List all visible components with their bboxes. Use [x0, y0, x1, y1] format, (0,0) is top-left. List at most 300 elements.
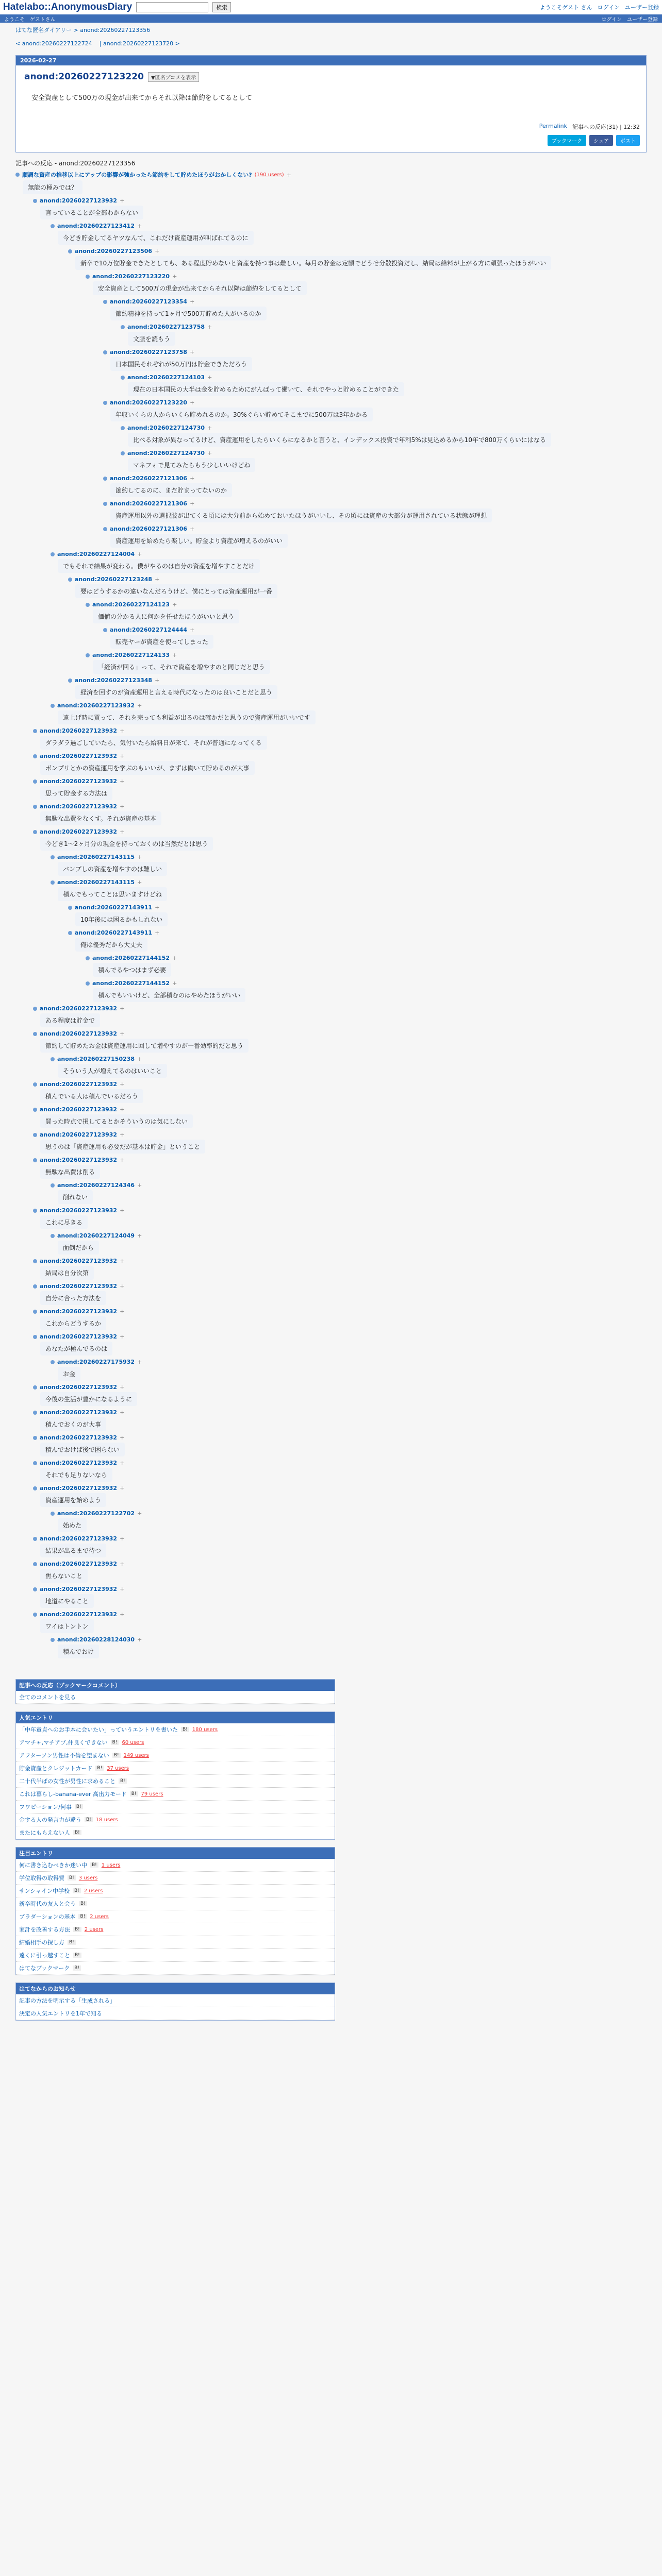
bookmark-icon[interactable]: B!: [73, 1965, 81, 1971]
reaction-body: 積んでおくのが大事: [40, 1417, 106, 1431]
sub-guest: ゲストさん: [30, 16, 56, 23]
reaction-body: 節約してるのに、まだ貯まってないのか: [110, 483, 232, 497]
add-star-icon[interactable]: +: [120, 1611, 125, 1618]
bullet-icon: [103, 401, 107, 405]
reaction-link[interactable]: anond:20260227123932: [40, 828, 118, 835]
box-item-link[interactable]: 家計を改善する方法: [19, 1926, 70, 1933]
reaction-link[interactable]: anond:20260227124730: [127, 425, 205, 431]
reaction-link[interactable]: anond:20260227124123: [92, 601, 170, 608]
users-count[interactable]: 2 users: [90, 1913, 109, 1920]
reaction-children: [33, 197, 647, 1658]
add-star-icon[interactable]: +: [190, 500, 195, 507]
add-star-icon[interactable]: +: [172, 980, 177, 987]
reaction-node: [103, 349, 647, 396]
reaction-link[interactable]: anond:20260227123932: [40, 727, 118, 734]
add-star-icon[interactable]: +: [137, 1636, 142, 1643]
box-list: [16, 1691, 335, 1704]
reaction-link[interactable]: anond:20260227124730: [127, 450, 205, 456]
reaction-header: [51, 223, 647, 229]
reaction-header: [33, 1434, 647, 1441]
bookmark-icon[interactable]: B!: [73, 1927, 81, 1932]
anon-bookmark-toggle[interactable]: ▼匿名ブコメを表示: [148, 72, 199, 82]
box-item-link[interactable]: アマチャ,マチアプ,仲良くできない: [19, 1739, 108, 1746]
users-count[interactable]: 37 users: [107, 1765, 129, 1771]
top-links: [539, 3, 659, 11]
add-star-icon[interactable]: +: [172, 601, 177, 608]
add-star-icon[interactable]: +: [137, 1510, 142, 1517]
reaction-link[interactable]: anond:20260227143115: [57, 879, 135, 886]
reaction-header: [33, 1005, 647, 1012]
reaction-link[interactable]: anond:20260227124103: [127, 374, 205, 381]
add-star-icon[interactable]: +: [207, 374, 212, 381]
reaction-node: [86, 652, 647, 674]
add-star-icon[interactable]: +: [120, 1460, 125, 1466]
reaction-header: [51, 702, 647, 709]
bullet-icon: [33, 1385, 37, 1389]
reaction-link[interactable]: anond:20260227123932: [40, 1409, 118, 1416]
reaction-body: 資産運用以外の選択肢が出てくる頃には大分前から始めておいたほうがいいし、その頃には資産の大部分が運用されている状態が理想: [110, 509, 492, 522]
reaction-header: [68, 677, 647, 684]
reaction-body: 今後の生活が豊かになるように: [40, 1392, 137, 1406]
site-logo[interactable]: Hatelabo::AnonymousDiary: [3, 2, 133, 12]
reaction-link[interactable]: anond:20260227122702: [57, 1510, 135, 1517]
reaction-link[interactable]: anond:20260227143911: [75, 929, 153, 936]
users-count[interactable]: 60 users: [122, 1739, 144, 1745]
add-star-icon[interactable]: +: [120, 1106, 125, 1113]
reaction-node: [51, 1056, 647, 1078]
bullet-icon: [33, 1007, 37, 1011]
bullet-icon: [121, 325, 125, 329]
reaction-link[interactable]: anond:20260227123932: [40, 1460, 118, 1466]
add-star-icon[interactable]: +: [120, 727, 125, 734]
reaction-link[interactable]: anond:20260227143911: [75, 904, 153, 911]
reaction-node: [33, 778, 647, 800]
reaction-node: [33, 1106, 647, 1128]
reaction-link[interactable]: anond:20260227124346: [57, 1182, 135, 1189]
reaction-body: 積んでもいいけど、全部積むのはやめたほうがいい: [93, 988, 245, 1002]
box-item-link[interactable]: 決定の人気エントリを1年で知る: [19, 2010, 102, 2017]
add-star-icon[interactable]: +: [190, 399, 195, 406]
add-star-icon[interactable]: +: [120, 1586, 125, 1592]
breadcrumb: [0, 23, 662, 37]
add-star-icon[interactable]: +: [172, 955, 177, 961]
add-star-icon[interactable]: +: [172, 273, 177, 280]
add-star-icon[interactable]: +: [120, 1384, 125, 1391]
box-item-link[interactable]: サンシャイン中学校: [19, 1888, 70, 1894]
reaction-header: [33, 1308, 647, 1315]
reaction-node: [103, 298, 647, 346]
reaction-link[interactable]: anond:20260227123932: [40, 1384, 118, 1391]
prev-entry-link[interactable]: < anond:20260227122724: [15, 40, 92, 47]
reaction-header: [33, 1131, 647, 1138]
reaction-header: [15, 171, 647, 179]
add-star-icon[interactable]: +: [120, 1485, 125, 1492]
bookmark-icon[interactable]: B!: [130, 1791, 138, 1797]
box-item-link[interactable]: 学位取得の取得費: [19, 1875, 64, 1882]
reaction-link[interactable]: anond:20260227123932: [40, 803, 118, 810]
add-star-icon[interactable]: +: [120, 1308, 125, 1315]
reaction-header: [103, 298, 647, 305]
bookmark-icon[interactable]: B!: [78, 1914, 87, 1919]
entry-date: 2026-02-27: [16, 56, 646, 65]
add-star-icon[interactable]: +: [137, 1359, 142, 1365]
reaction-link[interactable]: anond:20260227123932: [40, 1005, 118, 1012]
reaction-link[interactable]: anond:20260227121306: [110, 500, 188, 507]
reaction-body: 安全資産として500万の現金が出来てからそれ以降は節約をしてるとして: [93, 281, 307, 295]
permalink[interactable]: Permalink: [539, 123, 568, 129]
box-item-link[interactable]: フワピーション/何事: [19, 1804, 72, 1810]
add-star-icon[interactable]: +: [120, 828, 125, 835]
add-star-icon[interactable]: +: [137, 879, 142, 886]
reaction-node: [33, 753, 647, 775]
reaction-header: [33, 1460, 647, 1466]
bookmark-icon[interactable]: B!: [119, 1778, 127, 1784]
reaction-link[interactable]: anond:20260227123758: [110, 349, 188, 355]
reaction-body: 新卒で10万位貯金できたとしても、ある程度貯めないと資産を持つ事は難しい。毎月の貯金は定額でどうせ分散投資だし、結局は給料が上がる方に頑張ったほうがいい: [75, 256, 551, 270]
users-count[interactable]: 79 users: [141, 1791, 163, 1797]
reaction-body: 無能の極みでは？: [23, 180, 82, 194]
reaction-header: [103, 349, 647, 355]
reaction-body: 今どき1〜2ヶ月分の現金を持っておくのは当然だとは思う: [40, 837, 213, 851]
reaction-header: [33, 1586, 647, 1592]
bullet-icon: [86, 603, 90, 607]
reaction-link[interactable]: anond:20260227123932: [40, 1081, 118, 1088]
bookmark-icon[interactable]: B!: [75, 1804, 83, 1809]
users-count[interactable]: 2 users: [84, 1888, 103, 1894]
reaction-link[interactable]: anond:20260227123932: [40, 1283, 118, 1290]
add-star-icon[interactable]: +: [120, 1333, 125, 1340]
bookmark-icon[interactable]: B!: [90, 1862, 98, 1868]
reaction-children: [51, 1232, 647, 1255]
top-link-login[interactable]: ログイン: [597, 4, 620, 11]
reaction-header: [86, 601, 647, 608]
add-star-icon[interactable]: +: [172, 652, 177, 658]
add-star-icon[interactable]: +: [120, 1561, 125, 1567]
reaction-link[interactable]: anond:20260227123932: [40, 753, 118, 759]
bookmark-icon[interactable]: B!: [111, 1740, 119, 1745]
reaction-link[interactable]: anond:20260227124444: [110, 626, 188, 633]
add-star-icon[interactable]: +: [137, 1182, 142, 1189]
add-star-icon[interactable]: +: [155, 904, 160, 911]
sidebar-box: [15, 1847, 335, 1975]
add-star-icon[interactable]: +: [120, 1131, 125, 1138]
reaction-link[interactable]: anond:20260227175932: [57, 1359, 135, 1365]
reaction-link[interactable]: anond:20260227123932: [40, 1258, 118, 1264]
reaction-body: 地道にやること: [40, 1594, 94, 1608]
bookmark-icon[interactable]: B!: [73, 1888, 81, 1893]
box-item: [16, 1762, 335, 1775]
add-star-icon[interactable]: +: [207, 324, 212, 330]
add-star-icon[interactable]: +: [155, 576, 160, 583]
reaction-header: [86, 980, 647, 987]
reaction-children: [86, 601, 647, 674]
reaction-children: [121, 374, 647, 396]
reaction-node: [51, 551, 647, 699]
reaction-body: 資産運用を始めよう: [40, 1493, 106, 1507]
add-star-icon[interactable]: +: [190, 526, 195, 532]
reaction-link[interactable]: anond:20260227123248: [75, 576, 153, 583]
sub-login-link[interactable]: ログイン: [601, 16, 622, 23]
bookmark-count[interactable]: (190 users): [254, 172, 284, 178]
add-star-icon[interactable]: +: [155, 248, 160, 255]
reaction-node: [33, 1258, 647, 1280]
post-button[interactable]: ポスト: [616, 135, 640, 146]
add-star-icon[interactable]: +: [120, 1409, 125, 1416]
box-item-link[interactable]: 記事の方法を明示する「生成される」: [19, 1997, 115, 2004]
bullet-icon: [33, 1284, 37, 1289]
reaction-children: [51, 1359, 647, 1381]
reaction-link[interactable]: 順調な資産の推移以上にアップの影響が強かったら節約をして貯めたほうがおかしくない?: [22, 172, 252, 178]
add-star-icon[interactable]: +: [137, 551, 142, 557]
reaction-link[interactable]: anond:20260227123932: [40, 1106, 118, 1113]
box-item: [16, 1885, 335, 1897]
sub-register-link[interactable]: ユーザー登録: [627, 16, 658, 23]
reaction-header: [103, 500, 647, 507]
add-star-icon[interactable]: +: [190, 349, 195, 355]
reaction-header: [33, 1030, 647, 1037]
add-star-icon[interactable]: +: [120, 1081, 125, 1088]
add-star-icon[interactable]: +: [207, 450, 212, 456]
reaction-link[interactable]: anond:20260227123932: [40, 1030, 118, 1037]
reaction-header: [33, 1207, 647, 1214]
bullet-icon: [103, 527, 107, 531]
bullet-icon: [33, 779, 37, 784]
reaction-link[interactable]: anond:20260227123932: [40, 1333, 118, 1340]
reaction-link[interactable]: anond:20260227123932: [40, 778, 118, 785]
users-count[interactable]: 180 users: [192, 1726, 218, 1733]
bullet-icon: [33, 1133, 37, 1137]
add-star-icon[interactable]: +: [137, 702, 142, 709]
reaction-header: [86, 652, 647, 658]
reaction-body: 転売ヤーが資産を使ってしまった: [110, 635, 213, 649]
reaction-node: [33, 1308, 647, 1330]
share-button[interactable]: シェア: [589, 135, 613, 146]
add-star-icon[interactable]: +: [190, 626, 195, 633]
add-star-icon[interactable]: +: [120, 1535, 125, 1542]
reaction-link[interactable]: anond:20260227123506: [75, 248, 153, 255]
box-item: [16, 1859, 335, 1872]
breadcrumb-link[interactable]: はてな匿名ダイアリー > anond:20260227123356: [15, 27, 151, 33]
reaction-node: [33, 1207, 647, 1255]
users-count[interactable]: 1 users: [101, 1862, 121, 1868]
bookmark-icon[interactable]: B!: [68, 1875, 76, 1880]
reaction-link[interactable]: anond:20260227123932: [40, 1611, 118, 1618]
reaction-link[interactable]: anond:20260227121306: [110, 526, 188, 532]
sidebar-box: [15, 1982, 335, 2021]
reaction-header: [68, 248, 647, 255]
reaction-body: 積んでおけば後で困らない: [40, 1443, 125, 1456]
reaction-node: [86, 601, 647, 649]
share-buttons: [16, 135, 646, 152]
users-count[interactable]: 2 users: [84, 1926, 104, 1933]
reaction-node: [103, 526, 647, 548]
add-star-icon[interactable]: +: [137, 223, 142, 229]
top-link-register[interactable]: ユーザー登録: [625, 4, 659, 11]
add-star-icon[interactable]: +: [120, 1030, 125, 1037]
next-entry-link[interactable]: | anond:20260227123720 >: [99, 40, 180, 47]
reaction-link[interactable]: anond:20260227123932: [40, 1586, 118, 1592]
reaction-link[interactable]: anond:20260227123932: [40, 1131, 118, 1138]
add-star-icon[interactable]: +: [137, 1056, 142, 1062]
bullet-icon: [121, 376, 125, 380]
reaction-link[interactable]: anond:20260227123932: [40, 1535, 118, 1542]
reaction-link[interactable]: anond:20260227123932: [40, 1207, 118, 1214]
bullet-icon: [33, 1310, 37, 1314]
add-star-icon[interactable]: +: [155, 677, 160, 684]
reaction-link[interactable]: anond:20260227124004: [57, 551, 135, 557]
reaction-header: [51, 1232, 647, 1239]
reaction-body: 日本国民それぞれが50万円は貯金できただろう: [110, 357, 252, 371]
add-star-icon[interactable]: +: [207, 425, 212, 431]
reaction-link[interactable]: anond:20260227124049: [57, 1232, 135, 1239]
box-item-link[interactable]: ブラダーションの基本: [19, 1913, 76, 1920]
reaction-link[interactable]: anond:20260227144152: [92, 955, 170, 961]
bullet-icon: [51, 855, 55, 859]
reaction-link[interactable]: anond:20260227123354: [110, 298, 188, 305]
add-star-icon[interactable]: +: [120, 1434, 125, 1441]
reaction-header: [33, 1535, 647, 1542]
box-item-link[interactable]: 貯金資産とクレジットカード: [19, 1765, 93, 1772]
reaction-body: 俺は優秀だから大丈夫: [75, 938, 147, 952]
reaction-body: そういう人が増えてるのはいいこと: [58, 1064, 167, 1078]
reaction-node: [68, 929, 647, 1002]
reaction-link[interactable]: anond:20260227123412: [57, 223, 135, 229]
reaction-header: [68, 929, 647, 936]
add-star-icon[interactable]: +: [120, 1157, 125, 1163]
users-count[interactable]: 149 users: [123, 1752, 149, 1758]
box-item: [16, 1691, 335, 1704]
users-count[interactable]: 3 users: [78, 1875, 98, 1881]
bookmark-icon[interactable]: B!: [112, 1753, 121, 1758]
reaction-children: [51, 1056, 647, 1078]
add-star-icon[interactable]: +: [120, 1258, 125, 1264]
box-list: [16, 1994, 335, 2020]
reaction-link[interactable]: anond:20260227123932: [40, 197, 118, 204]
reaction-header: [51, 879, 647, 886]
reaction-node: [15, 171, 647, 1658]
reaction-body: あなたが極んでるのは: [40, 1342, 112, 1355]
reaction-link[interactable]: anond:20260227124133: [92, 652, 170, 658]
bookmark-icon[interactable]: B!: [73, 1953, 81, 1958]
box-item-link[interactable]: 何に書き込むべきか迷い中: [19, 1862, 87, 1869]
reaction-node: [51, 1232, 647, 1255]
reaction-header: [103, 399, 647, 406]
top-link-welcome[interactable]: ようこそゲスト さん: [539, 4, 592, 11]
reaction-link[interactable]: anond:20260227143115: [57, 854, 135, 860]
reaction-link[interactable]: anond:20260227121306: [110, 475, 188, 482]
box-item-link[interactable]: 新卒時代の友人と会う: [19, 1901, 76, 1907]
users-count[interactable]: 18 users: [95, 1817, 118, 1823]
entry-title[interactable]: anond:20260227123220: [24, 72, 144, 82]
entry-title-row: [16, 65, 646, 85]
reaction-node: [33, 727, 647, 750]
bullet-icon: [103, 300, 107, 304]
box-item-link[interactable]: 二十代半ばの女性が男性に求めること: [19, 1778, 115, 1785]
bookmark-icon[interactable]: B!: [68, 1940, 76, 1945]
add-star-icon[interactable]: +: [155, 929, 160, 936]
reaction-header: [33, 1157, 647, 1163]
reaction-node: [86, 273, 647, 548]
bookmark-icon[interactable]: B!: [85, 1817, 93, 1822]
reaction-link[interactable]: anond:20260227123932: [40, 1485, 118, 1492]
reaction-node: [103, 399, 647, 472]
box-item-link[interactable]: 金する人の発言力が違う: [19, 1817, 81, 1823]
add-star-icon[interactable]: +: [286, 171, 291, 178]
add-star-icon[interactable]: +: [120, 753, 125, 759]
reaction-link[interactable]: anond:20260227123932: [40, 1308, 118, 1315]
add-star-icon[interactable]: +: [120, 1207, 125, 1214]
reaction-link[interactable]: anond:20260227150238: [57, 1056, 135, 1062]
reaction-body: 比べる対象が異なってるけど、資産運用をしたらいくらになるかと言うと、インデックス投資で年利5%は見込めるから10年で800万くらいにはなる: [128, 433, 551, 447]
reaction-children: [51, 1510, 647, 1532]
box-item: [16, 1872, 335, 1885]
box-item-link[interactable]: はてなブックマーク: [19, 1965, 70, 1972]
reaction-body: 文脈を読もう: [128, 332, 175, 346]
box-item-link[interactable]: 「中年童貞へのお手本に会いたい」っていうエントリを書いた: [19, 1726, 178, 1733]
bullet-icon: [121, 426, 125, 430]
bookmark-icon[interactable]: B!: [73, 1830, 81, 1835]
add-star-icon[interactable]: +: [120, 1005, 125, 1012]
reaction-link[interactable]: anond:20260227123932: [40, 1561, 118, 1567]
reaction-body: 無駄な出費は削る: [40, 1165, 100, 1179]
reaction-link[interactable]: anond:20260227123758: [127, 324, 205, 330]
reaction-body: 買った時点で損してるとかそういうのは気にしない: [40, 1114, 193, 1128]
add-star-icon[interactable]: +: [120, 1283, 125, 1290]
reaction-header: [33, 1409, 647, 1416]
reaction-link[interactable]: anond:20260227123932: [40, 1434, 118, 1441]
bookmark-icon[interactable]: B!: [95, 1766, 104, 1771]
reaction-link[interactable]: anond:20260227123932: [57, 702, 135, 709]
add-star-icon[interactable]: +: [120, 803, 125, 810]
add-star-icon[interactable]: +: [137, 1232, 142, 1239]
reaction-header: [33, 753, 647, 759]
add-star-icon[interactable]: +: [120, 778, 125, 785]
reaction-link[interactable]: anond:20260227123348: [75, 677, 153, 684]
bookmark-button[interactable]: ブックマーク: [548, 135, 586, 146]
box-item-link[interactable]: 全てのコメントを見る: [19, 1694, 76, 1701]
search-button[interactable]: 検索: [212, 2, 231, 12]
reaction-node: [51, 1636, 647, 1658]
box-item-link[interactable]: 結婚相手の探し方: [19, 1939, 64, 1946]
reaction-header: [33, 1485, 647, 1492]
reaction-node: [33, 828, 647, 1002]
bookmark-icon[interactable]: B!: [79, 1901, 87, 1906]
box-item-link[interactable]: 遠くに引っ越すこと: [19, 1952, 70, 1959]
box-item-link[interactable]: アフターソン男性は不倫を望まない: [19, 1752, 109, 1759]
reaction-link[interactable]: anond:20260227123220: [110, 399, 188, 406]
add-star-icon[interactable]: +: [137, 854, 142, 860]
bullet-icon: [33, 1461, 37, 1465]
add-star-icon[interactable]: +: [190, 475, 195, 482]
search-input[interactable]: [136, 2, 208, 12]
reaction-link[interactable]: anond:20260227123932: [40, 1157, 118, 1163]
reaction-node: [33, 1030, 647, 1078]
reaction-link[interactable]: anond:20260227123220: [92, 273, 170, 280]
bookmark-icon[interactable]: B!: [181, 1727, 189, 1732]
box-item: [16, 2007, 335, 2020]
add-star-icon[interactable]: +: [120, 197, 125, 204]
reaction-link[interactable]: anond:20260228124030: [57, 1636, 135, 1643]
add-star-icon[interactable]: +: [190, 298, 195, 305]
box-item-link[interactable]: これは暮らし-banana-ever 高出力モード: [19, 1791, 127, 1798]
box-title: 記事への反応（ブックマークコメント）: [16, 1680, 335, 1691]
bullet-icon: [51, 1057, 55, 1061]
bullet-icon: [121, 451, 125, 455]
reaction-link[interactable]: anond:20260227144152: [92, 980, 170, 987]
box-item-link[interactable]: またにもらえない人: [19, 1829, 70, 1836]
reaction-node: [121, 450, 647, 472]
reaction-node: [51, 1182, 647, 1204]
